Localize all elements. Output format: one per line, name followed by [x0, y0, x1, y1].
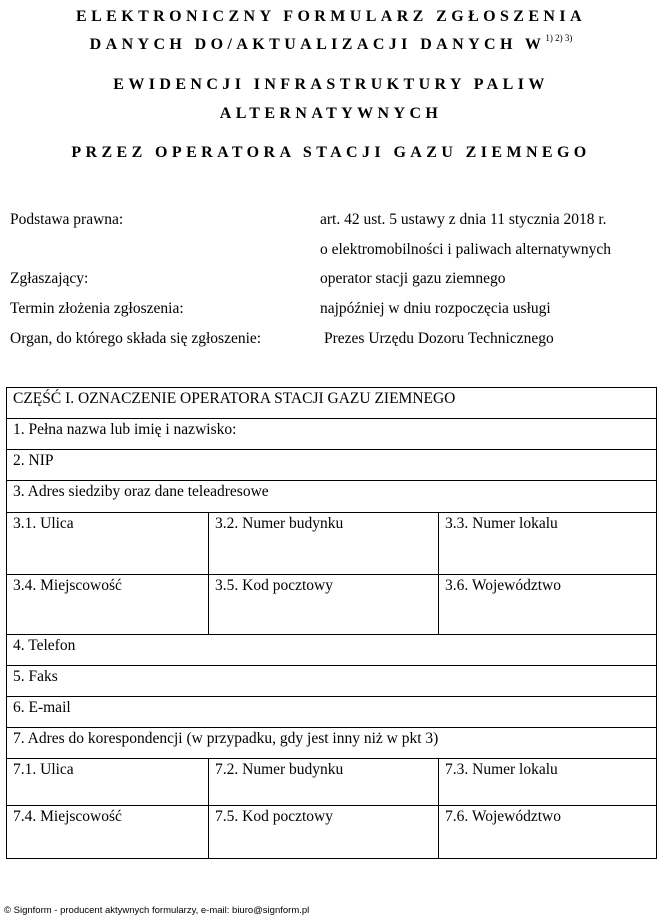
field-city[interactable]: 3.4. Miejscowość: [7, 575, 209, 635]
field-corr-street[interactable]: 7.1. Ulica: [7, 759, 209, 806]
field-corr-postal-code[interactable]: 7.5. Kod pocztowy: [209, 806, 439, 859]
footer-credit: © Signform - producent aktywnych formularzy, e-mail: biuro@signform.pl: [4, 905, 310, 916]
authority-value: Prezes Urzędu Dozoru Technicznego: [324, 330, 554, 347]
field-phone[interactable]: 4. Telefon: [7, 635, 657, 666]
title-line-5: PRZEZ OPERATORA STACJI GAZU ZIEMNEGO: [71, 144, 591, 161]
field-apartment-number[interactable]: 3.3. Numer lokalu: [439, 513, 657, 575]
field-postal-code[interactable]: 3.5. Kod pocztowy: [209, 575, 439, 635]
title-line-3: EWIDENCJI INFRASTRUKTURY PALIW: [113, 76, 549, 93]
field-corr-apartment-number[interactable]: 7.3. Numer lokalu: [439, 759, 657, 806]
title-line-4: ALTERNATYWNYCH: [219, 105, 443, 122]
field-building-number[interactable]: 3.2. Numer budynku: [209, 513, 439, 575]
field-corr-city[interactable]: 7.4. Miejscowość: [7, 806, 209, 859]
field-corr-voivodeship[interactable]: 7.6. Województwo: [439, 806, 657, 859]
submitter-value: operator stacji gazu ziemnego: [320, 270, 506, 287]
field-fax[interactable]: 5. Faks: [7, 666, 657, 697]
operator-form: [6, 387, 657, 859]
title-line-2-text: DANYCH DO/AKTUALIZACJI DANYCH W: [89, 36, 546, 53]
legal-basis-value-1: art. 42 ust. 5 ustawy z dnia 11 stycznia 2018 r.: [320, 211, 607, 228]
field-correspondence-heading: 7. Adres do korespondencji (w przypadku, gdy jest inny niż w pkt 3): [7, 728, 657, 759]
deadline-value: najpóźniej w dniu rozpoczęcia usługi: [320, 300, 551, 317]
field-full-name[interactable]: 1. Pełna nazwa lub imię i nazwisko:: [7, 419, 657, 450]
field-address-heading: 3. Adres siedziby oraz dane teleadresowe: [7, 481, 657, 513]
field-voivodeship[interactable]: 3.6. Województwo: [439, 575, 657, 635]
deadline-label: Termin złożenia zgłoszenia:: [10, 300, 184, 317]
section-title: CZĘŚĆ I. OZNACZENIE OPERATORA STACJI GAZU ZIEMNEGO: [7, 388, 657, 419]
field-nip[interactable]: 2. NIP: [7, 450, 657, 481]
title-line-2: [0, 33, 662, 54]
legal-basis-value-2: o elektromobilności i paliwach alternatywnych: [320, 241, 611, 258]
field-corr-building-number[interactable]: 7.2. Numer budynku: [209, 759, 439, 806]
field-street[interactable]: 3.1. Ulica: [7, 513, 209, 575]
field-email[interactable]: 6. E-mail: [7, 697, 657, 728]
title-line-1: ELEKTRONICZNY FORMULARZ ZGŁOSZENIA: [76, 8, 586, 25]
authority-label: Organ, do którego składa się zgłoszenie:: [10, 330, 262, 347]
submitter-label: Zgłaszający:: [10, 270, 89, 287]
footnote-refs: 1) 2) 3): [545, 33, 573, 43]
legal-basis-label: Podstawa prawna:: [10, 211, 124, 228]
